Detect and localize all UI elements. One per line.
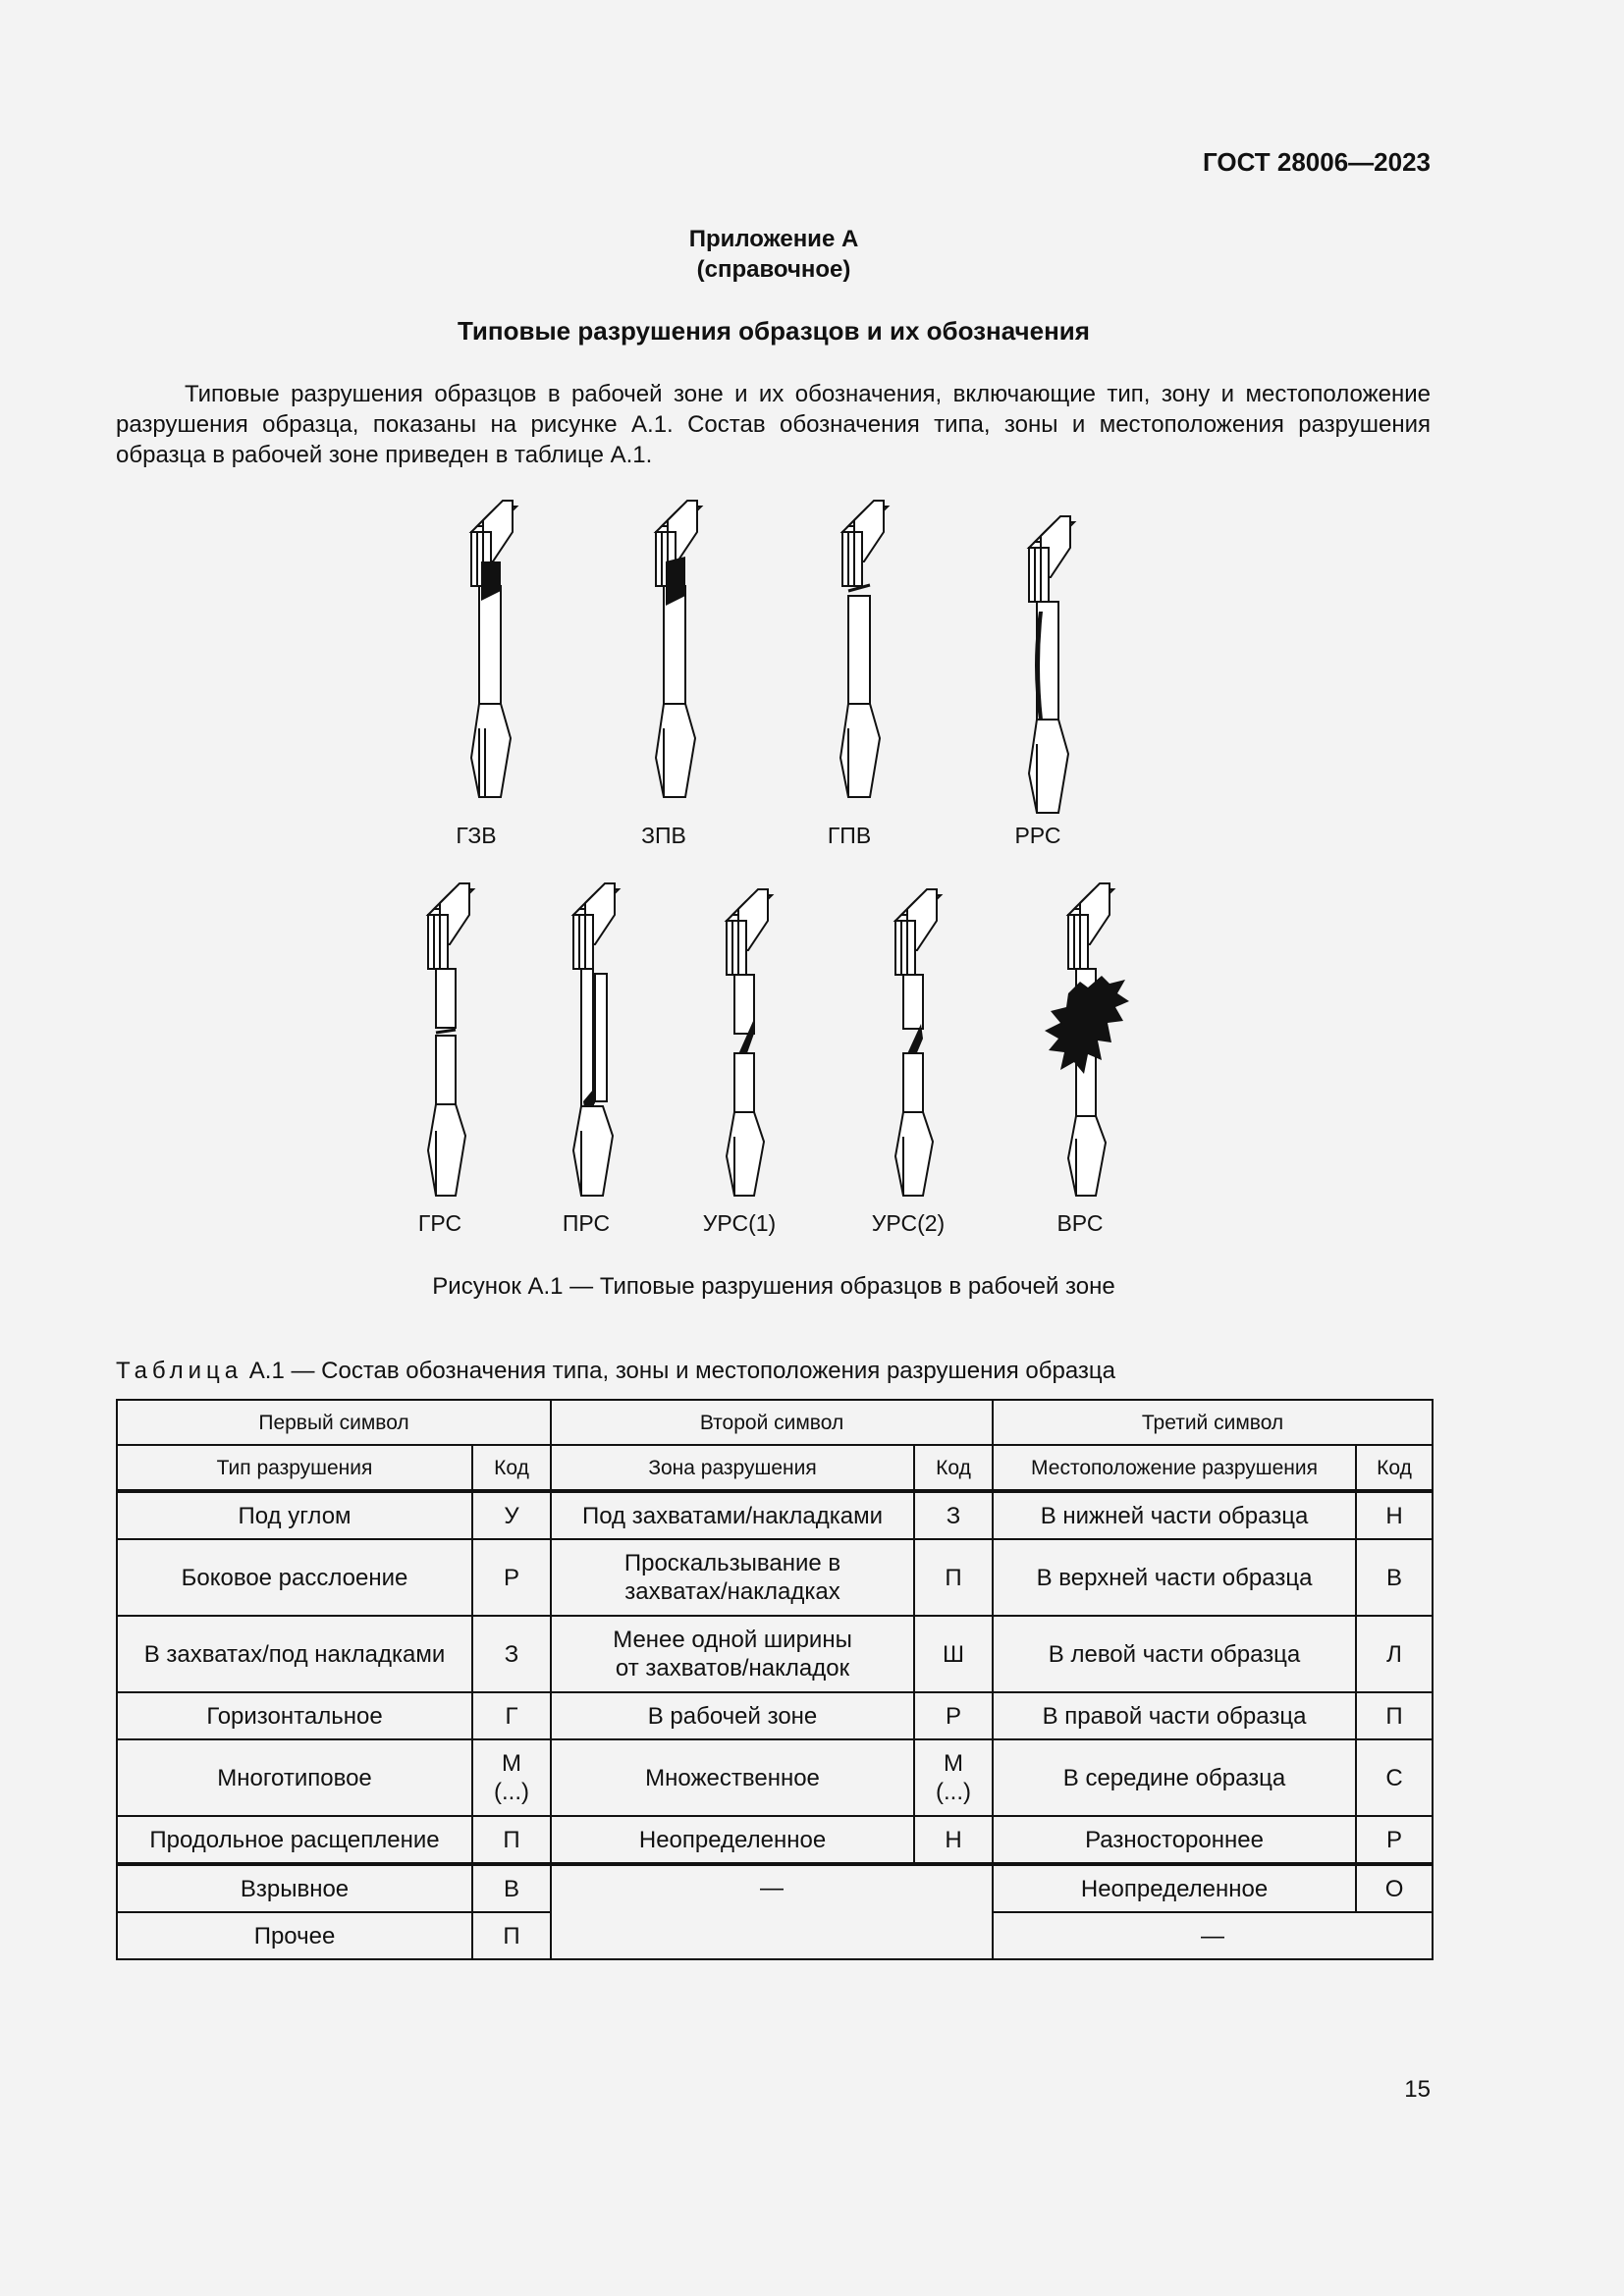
table-cell: В нижней части образца [993,1491,1356,1539]
table-cell: Ш [914,1616,993,1692]
fig-label-zpv: ЗПВ [641,823,686,848]
appendix-title: Приложение А [688,226,859,252]
appendix-heading [0,224,1547,285]
fig-label-vrs: ВРС [1056,1210,1104,1236]
table-cell: Множественное [551,1739,914,1816]
table-cell: Неопределенное [551,1816,914,1864]
table-cell: П [472,1912,551,1959]
table-cell: Продольное расщепление [117,1816,472,1864]
table-cell: В [472,1864,551,1912]
header-failure-zone: Зона разрушения [551,1445,914,1491]
table-cell: М (...) [472,1739,551,1816]
specimen-urs1 [727,889,772,1196]
header-third-symbol: Третий символ [993,1400,1433,1445]
doc-code: ГОСТ 28006—2023 [1203,147,1431,177]
table-cell: Н [1356,1491,1433,1539]
table-cell: Р [472,1539,551,1616]
table-row [117,1739,1433,1816]
table-cell: З [914,1491,993,1539]
header-code: Код [1356,1445,1433,1491]
table-row [117,1491,1433,1539]
table-row [117,1692,1433,1739]
table-cell: В захватах/под накладками [117,1616,472,1692]
table-row [117,1616,1433,1692]
fig-label-rrs: РРС [1014,823,1061,848]
fig-label-urs2: УРС(2) [871,1210,946,1236]
table-cell: В верхней части образца [993,1539,1356,1616]
appendix-subtitle: (справочное) [696,256,851,283]
table-cell: У [472,1491,551,1539]
fig-label-gzv: ГЗВ [456,823,497,848]
table-cell: Горизонтальное [117,1692,472,1739]
header-code: Код [472,1445,551,1491]
fig-label-urs1: УРС(1) [702,1210,777,1236]
table-cell: Р [1356,1816,1433,1864]
table-cell: О [1356,1864,1433,1912]
table-cell: Прочее [117,1912,472,1959]
table-caption-prefix: Таблица [116,1358,244,1384]
table-cell: М (...) [914,1739,993,1816]
header-first-symbol: Первый символ [117,1400,551,1445]
table-cell: Р [914,1692,993,1739]
table-cell: Под захватами/накладками [551,1491,914,1539]
table-cell-empty-zone [551,1864,993,1959]
header-code: Код [914,1445,993,1491]
table-row [117,1816,1433,1864]
table-cell: В левой части образца [993,1616,1356,1692]
table-cell: В середине образца [993,1739,1356,1816]
fig-label-prs: ПРС [562,1210,611,1236]
specimen-gpv [840,501,888,797]
table-cell: Г [472,1692,551,1739]
table-cell: Взрывное [117,1864,472,1912]
table-cell: П [472,1816,551,1864]
table-caption-text: А.1 — Состав обозначения типа, зоны и местоположения разрушения образца [248,1358,1116,1384]
specimen-rrs [1029,516,1074,813]
section-title: Типовые разрушения образцов и их обозначения [458,316,1090,346]
table-cell-empty-location: — [993,1912,1433,1959]
table-cell: Боковое расслоение [117,1539,472,1616]
specimen-urs2 [895,889,941,1196]
specimen-prs [573,883,619,1196]
specimen-grs [428,883,473,1196]
designation-table [116,1399,1434,1960]
figure-specimens [0,491,1624,1256]
table-cell: Неопределенное [993,1864,1356,1912]
table-cell: С [1356,1739,1433,1816]
table-cell: П [914,1539,993,1616]
fig-label-grs: ГРС [417,1210,462,1236]
table-cell: Под углом [117,1491,472,1539]
page-number: 15 [1404,2076,1431,2103]
header-failure-type: Тип разрушения [117,1445,472,1491]
table-caption [116,1358,1115,1385]
table-cell: В правой части образца [993,1692,1356,1739]
table-cell: Разностороннее [993,1816,1356,1864]
header-second-symbol: Второй символ [551,1400,993,1445]
table-cell: Проскальзывание в захватах/накладках [551,1539,914,1616]
specimen-zpv [656,501,701,797]
dash: — [760,1875,785,1901]
table-group-header-row [117,1400,1433,1445]
table-cell: Менее одной ширины от захватов/накладок [551,1616,914,1692]
table-cell: Н [914,1816,993,1864]
table-cell: В рабочей зоне [551,1692,914,1739]
fig-label-gpv: ГПВ [827,823,872,848]
table-sub-header-row [117,1445,1433,1491]
intro-paragraph: Типовые разрушения образцов в рабочей зоне и их обозначения, включающие тип, зону и местоположение разрушения образца, показаны на рисунке А.1. Состав обозначения типа, зоны и местоположения разрушения образца в рабочей зоне приведен в таблице А.1. [116,381,1431,468]
figure-caption: Рисунок А.1 — Типовые разрушения образцов в рабочей зоне [432,1273,1115,1300]
table-row [117,1539,1433,1616]
specimen-vrs [1045,883,1129,1196]
table-cell: Л [1356,1616,1433,1692]
table-cell: З [472,1616,551,1692]
table-cell: В [1356,1539,1433,1616]
header-failure-location: Местоположение разрушения [993,1445,1356,1491]
table-cell: П [1356,1692,1433,1739]
table-cell: Многотиповое [117,1739,472,1816]
specimen-gzv [471,501,516,797]
table-row [117,1864,1433,1912]
